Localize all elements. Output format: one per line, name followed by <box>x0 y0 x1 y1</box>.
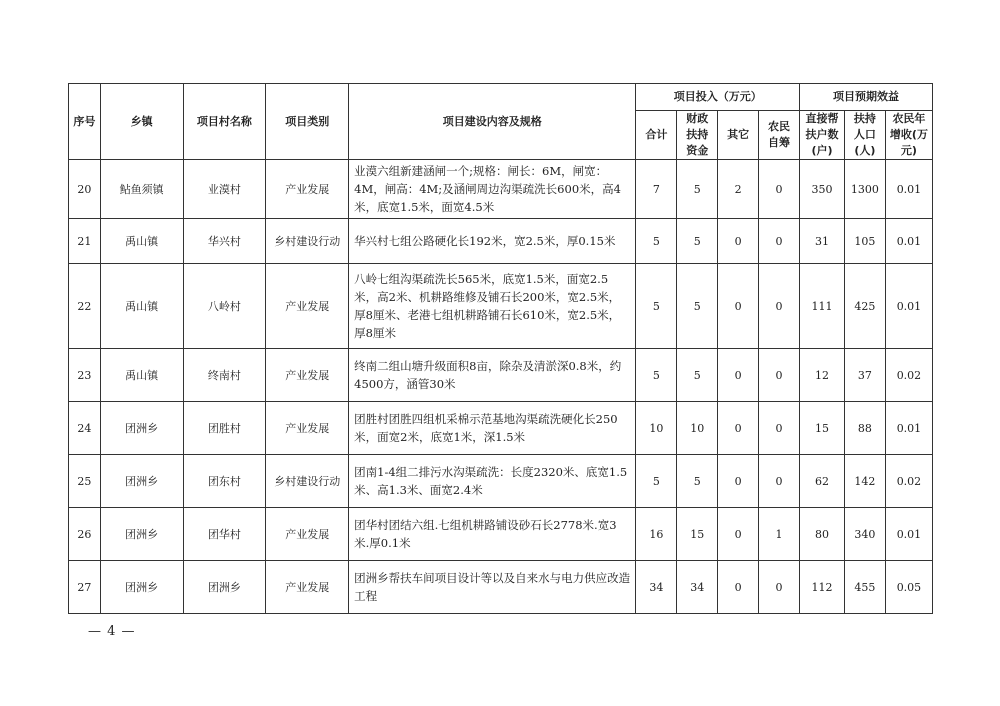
header-farmer: 农民自筹 <box>759 111 800 160</box>
cell-total: 5 <box>636 455 677 508</box>
cell-content: 业漠六组新建涵闸一个;规格：闸长：6M，闸宽：4M，闸高：4M;及涵闸周边沟渠疏洗长600米，高4米，底宽1.5米，面宽4.5米 <box>349 160 636 219</box>
table-row <box>69 349 933 402</box>
cell-seq: 23 <box>69 349 101 402</box>
cell-farmer: 0 <box>759 402 800 455</box>
cell-seq: 20 <box>69 160 101 219</box>
cell-households: 12 <box>800 349 845 402</box>
cell-village: 团东村 <box>183 455 266 508</box>
cell-total: 5 <box>636 264 677 349</box>
cell-fiscal: 5 <box>677 349 718 402</box>
cell-population: 105 <box>844 219 885 264</box>
cell-households: 80 <box>800 508 845 561</box>
cell-other: 0 <box>718 264 759 349</box>
cell-content: 团南1-4组二排污水沟渠疏洗：长度2320米、底宽1.5米、高1.3米、面宽2.4米 <box>349 455 636 508</box>
cell-town: 团洲乡 <box>100 455 183 508</box>
header-households: 直接帮扶户数(户) <box>800 111 845 160</box>
cell-income: 0.01 <box>885 508 932 561</box>
cell-fiscal: 5 <box>677 264 718 349</box>
cell-fiscal: 5 <box>677 455 718 508</box>
header-category: 项目类别 <box>266 84 349 160</box>
cell-households: 62 <box>800 455 845 508</box>
cell-village: 业漠村 <box>183 160 266 219</box>
cell-content: 八岭七组沟渠疏洗长565米，底宽1.5米，面宽2.5米，高2米、机耕路维修及铺石长200米，宽2.5米，厚8厘米、老港七组机耕路铺石长610米，宽2.5米，厚8厘米 <box>349 264 636 349</box>
cell-income: 0.01 <box>885 160 932 219</box>
cell-content: 团洲乡帮扶车间项目设计等以及自来水与电力供应改造工程 <box>349 561 636 614</box>
header-content: 项目建设内容及规格 <box>349 84 636 160</box>
table-row <box>69 402 933 455</box>
cell-fiscal: 34 <box>677 561 718 614</box>
cell-category: 乡村建设行动 <box>266 455 349 508</box>
cell-population: 1300 <box>844 160 885 219</box>
cell-town: 鲇鱼须镇 <box>100 160 183 219</box>
cell-income: 0.01 <box>885 402 932 455</box>
cell-fiscal: 5 <box>677 219 718 264</box>
cell-other: 0 <box>718 561 759 614</box>
cell-farmer: 0 <box>759 455 800 508</box>
header-village: 项目村名称 <box>183 84 266 160</box>
cell-total: 10 <box>636 402 677 455</box>
cell-population: 142 <box>844 455 885 508</box>
cell-village: 团胜村 <box>183 402 266 455</box>
cell-town: 禹山镇 <box>100 219 183 264</box>
header-benefit-group: 项目预期效益 <box>800 84 933 111</box>
cell-farmer: 0 <box>759 219 800 264</box>
cell-other: 0 <box>718 402 759 455</box>
cell-fiscal: 15 <box>677 508 718 561</box>
header-fiscal: 财政扶持资金 <box>677 111 718 160</box>
cell-village: 团华村 <box>183 508 266 561</box>
table-row <box>69 264 933 349</box>
cell-other: 0 <box>718 219 759 264</box>
header-income: 农民年增收(万元) <box>885 111 932 160</box>
header-population: 扶持人口(人) <box>844 111 885 160</box>
cell-content: 华兴村七组公路硬化长192米，宽2.5米，厚0.15米 <box>349 219 636 264</box>
cell-income: 0.01 <box>885 264 932 349</box>
cell-households: 15 <box>800 402 845 455</box>
cell-category: 产业发展 <box>266 508 349 561</box>
project-table <box>68 83 933 614</box>
cell-population: 425 <box>844 264 885 349</box>
cell-population: 37 <box>844 349 885 402</box>
table-row <box>69 219 933 264</box>
cell-total: 16 <box>636 508 677 561</box>
cell-town: 团洲乡 <box>100 561 183 614</box>
cell-farmer: 0 <box>759 160 800 219</box>
cell-category: 产业发展 <box>266 160 349 219</box>
cell-income: 0.05 <box>885 561 932 614</box>
cell-category: 产业发展 <box>266 264 349 349</box>
table-row <box>69 455 933 508</box>
cell-population: 88 <box>844 402 885 455</box>
cell-total: 7 <box>636 160 677 219</box>
cell-other: 0 <box>718 349 759 402</box>
cell-total: 5 <box>636 219 677 264</box>
cell-category: 产业发展 <box>266 402 349 455</box>
cell-households: 350 <box>800 160 845 219</box>
header-town: 乡镇 <box>100 84 183 160</box>
cell-population: 455 <box>844 561 885 614</box>
cell-category: 产业发展 <box>266 561 349 614</box>
cell-seq: 27 <box>69 561 101 614</box>
cell-village: 八岭村 <box>183 264 266 349</box>
cell-town: 禹山镇 <box>100 264 183 349</box>
cell-fiscal: 10 <box>677 402 718 455</box>
cell-seq: 24 <box>69 402 101 455</box>
cell-fiscal: 5 <box>677 160 718 219</box>
cell-village: 团洲乡 <box>183 561 266 614</box>
cell-village: 终南村 <box>183 349 266 402</box>
cell-income: 0.01 <box>885 219 932 264</box>
cell-seq: 22 <box>69 264 101 349</box>
cell-households: 111 <box>800 264 845 349</box>
cell-farmer: 1 <box>759 508 800 561</box>
table-row <box>69 561 933 614</box>
cell-income: 0.02 <box>885 455 932 508</box>
cell-category: 产业发展 <box>266 349 349 402</box>
cell-other: 2 <box>718 160 759 219</box>
cell-town: 禹山镇 <box>100 349 183 402</box>
cell-total: 34 <box>636 561 677 614</box>
cell-village: 华兴村 <box>183 219 266 264</box>
cell-farmer: 0 <box>759 561 800 614</box>
cell-town: 团洲乡 <box>100 508 183 561</box>
cell-other: 0 <box>718 455 759 508</box>
cell-content: 团胜村团胜四组机采棉示范基地沟渠疏洗硬化长250米，面宽2米，底宽1米，深1.5米 <box>349 402 636 455</box>
cell-farmer: 0 <box>759 264 800 349</box>
cell-other: 0 <box>718 508 759 561</box>
cell-households: 31 <box>800 219 845 264</box>
cell-town: 团洲乡 <box>100 402 183 455</box>
header-other: 其它 <box>718 111 759 160</box>
header-total: 合计 <box>636 111 677 160</box>
cell-seq: 25 <box>69 455 101 508</box>
header-investment-group: 项目投入（万元） <box>636 84 800 111</box>
cell-farmer: 0 <box>759 349 800 402</box>
cell-seq: 21 <box>69 219 101 264</box>
cell-income: 0.02 <box>885 349 932 402</box>
cell-households: 112 <box>800 561 845 614</box>
table-row <box>69 508 933 561</box>
cell-category: 乡村建设行动 <box>266 219 349 264</box>
cell-content: 终南二组山塘升级面积8亩，除杂及清淤深0.8米，约4500方，涵管30米 <box>349 349 636 402</box>
table-row <box>69 160 933 219</box>
page-number: — 4 — <box>88 624 136 639</box>
cell-seq: 26 <box>69 508 101 561</box>
cell-total: 5 <box>636 349 677 402</box>
header-seq: 序号 <box>69 84 101 160</box>
cell-content: 团华村团结六组.七组机耕路铺设砂石长2778米.宽3米.厚0.1米 <box>349 508 636 561</box>
cell-population: 340 <box>844 508 885 561</box>
